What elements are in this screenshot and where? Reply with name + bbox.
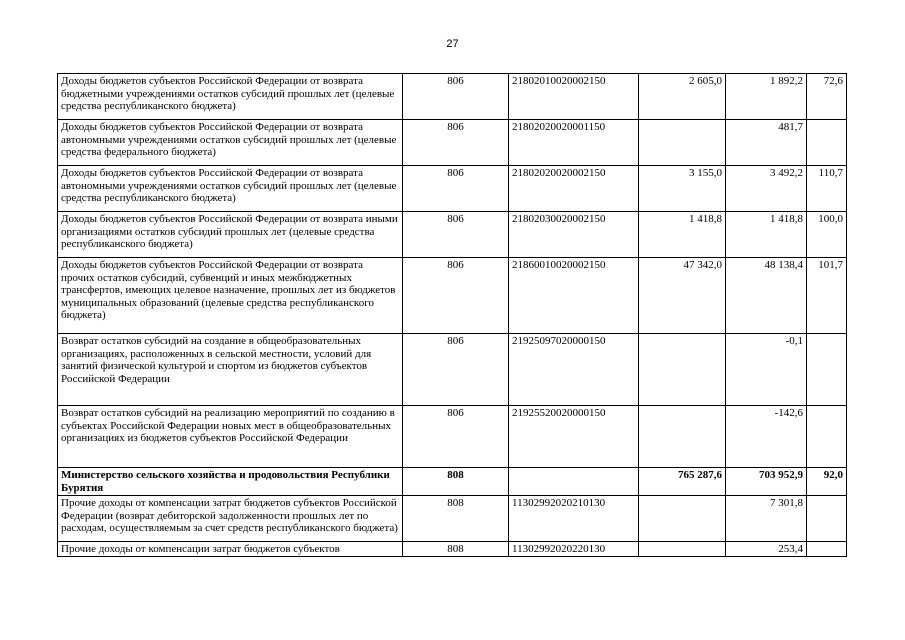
planned-amount: 2 605,0 <box>639 74 726 120</box>
table-row <box>58 468 847 496</box>
admin-code: 808 <box>403 496 509 542</box>
actual-amount: 1 418,8 <box>726 212 807 258</box>
execution-percent <box>807 334 847 406</box>
planned-amount <box>639 406 726 468</box>
table-row <box>58 212 847 258</box>
table-body <box>58 74 847 557</box>
admin-code: 806 <box>403 166 509 212</box>
planned-amount <box>639 120 726 166</box>
admin-code: 806 <box>403 406 509 468</box>
table-row <box>58 166 847 212</box>
row-description: Возврат остатков субсидий на создание в общеобразовательных организациях, расположенных в сельской местности, условий для занятий физической культурой и спортом из бюджетов субъектов Российской Федерации <box>58 334 403 406</box>
classification-code: 21802030020002150 <box>509 212 639 258</box>
admin-code: 806 <box>403 334 509 406</box>
execution-percent: 72,6 <box>807 74 847 120</box>
classification-code: 21802020020001150 <box>509 120 639 166</box>
table-row <box>58 120 847 166</box>
execution-percent: 101,7 <box>807 258 847 334</box>
execution-percent <box>807 120 847 166</box>
admin-code: 808 <box>403 468 509 496</box>
planned-amount: 3 155,0 <box>639 166 726 212</box>
execution-percent <box>807 406 847 468</box>
admin-code: 806 <box>403 212 509 258</box>
row-description: Доходы бюджетов субъектов Российской Федерации от возврата автономными учреждениями остатков субсидий прошлых лет (целевые средства федерального бюджета) <box>58 120 403 166</box>
table-row <box>58 334 847 406</box>
classification-code <box>509 468 639 496</box>
table-row <box>58 542 847 557</box>
planned-amount <box>639 496 726 542</box>
admin-code: 806 <box>403 120 509 166</box>
table-row <box>58 496 847 542</box>
execution-percent: 100,0 <box>807 212 847 258</box>
row-description: Доходы бюджетов субъектов Российской Федерации от возврата бюджетными учреждениями остатков субсидий прошлых лет (целевые средства республиканского бюджета) <box>58 74 403 120</box>
execution-percent <box>807 542 847 557</box>
execution-percent: 92,0 <box>807 468 847 496</box>
table-row <box>58 74 847 120</box>
actual-amount: 703 952,9 <box>726 468 807 496</box>
actual-amount: 1 892,2 <box>726 74 807 120</box>
planned-amount <box>639 542 726 557</box>
actual-amount: -142,6 <box>726 406 807 468</box>
execution-percent <box>807 496 847 542</box>
classification-code: 21925097020000150 <box>509 334 639 406</box>
admin-code: 808 <box>403 542 509 557</box>
table-row <box>58 406 847 468</box>
row-description: Доходы бюджетов субъектов Российской Федерации от возврата прочих остатков субсидий, субвенций и иных межбюджетных трансфертов, имеющих целевое назначение, прошлых лет из бюджетов муниципальных образований (целевые средства республиканского бюджета) <box>58 258 403 334</box>
execution-percent: 110,7 <box>807 166 847 212</box>
row-description: Министерство сельского хозяйства и продовольствия Республики Бурятия <box>58 468 403 496</box>
actual-amount: 481,7 <box>726 120 807 166</box>
row-description: Доходы бюджетов субъектов Российской Федерации от возврата автономными учреждениями остатков субсидий прошлых лет (целевые средства республиканского бюджета) <box>58 166 403 212</box>
planned-amount: 765 287,6 <box>639 468 726 496</box>
row-description: Доходы бюджетов субъектов Российской Федерации от возврата иными организациями остатков субсидий прошлых лет (целевые средства республиканского бюджета) <box>58 212 403 258</box>
classification-code: 21802020020002150 <box>509 166 639 212</box>
actual-amount: 48 138,4 <box>726 258 807 334</box>
row-description: Возврат остатков субсидий на реализацию мероприятий по созданию в субъектах Российской Федерации новых мест в общеобразовательных организациях из бюджетов субъектов Российской Федерации <box>58 406 403 468</box>
planned-amount <box>639 334 726 406</box>
table-row <box>58 258 847 334</box>
classification-code: 21802010020002150 <box>509 74 639 120</box>
actual-amount: -0,1 <box>726 334 807 406</box>
admin-code: 806 <box>403 74 509 120</box>
classification-code: 11302992020220130 <box>509 542 639 557</box>
actual-amount: 7 301,8 <box>726 496 807 542</box>
row-description: Прочие доходы от компенсации затрат бюджетов субъектов <box>58 542 403 557</box>
admin-code: 806 <box>403 258 509 334</box>
classification-code: 21860010020002150 <box>509 258 639 334</box>
revenue-table <box>57 73 847 557</box>
actual-amount: 3 492,2 <box>726 166 807 212</box>
classification-code: 21925520020000150 <box>509 406 639 468</box>
planned-amount: 47 342,0 <box>639 258 726 334</box>
planned-amount: 1 418,8 <box>639 212 726 258</box>
actual-amount: 253,4 <box>726 542 807 557</box>
row-description: Прочие доходы от компенсации затрат бюджетов субъектов Российской Федерации (возврат дебиторской задолженности прошлых лет по расходам, осуществляемым за счет средств республиканского бюджета) <box>58 496 403 542</box>
classification-code: 11302992020210130 <box>509 496 639 542</box>
page-number: 27 <box>446 38 459 50</box>
